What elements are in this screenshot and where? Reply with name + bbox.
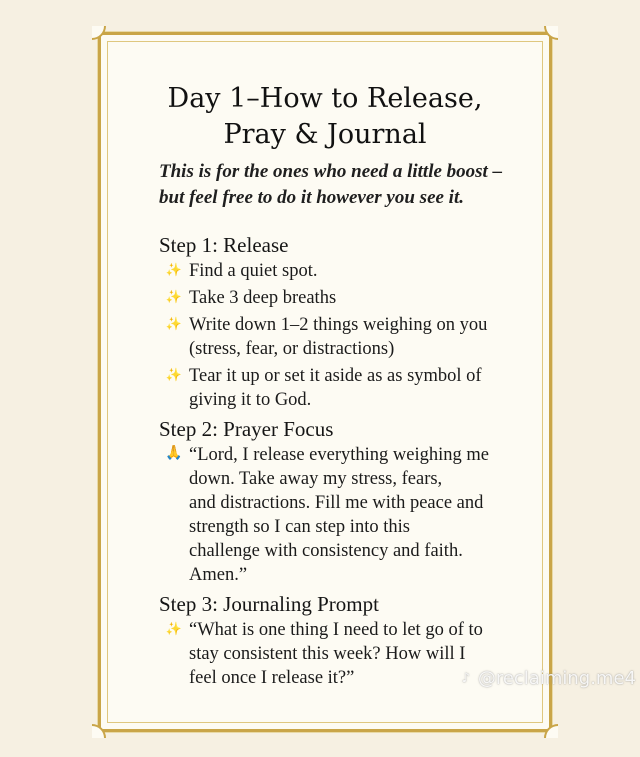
sparkles-icon: ✨ xyxy=(165,367,183,382)
frame-corner-ornament xyxy=(92,26,106,40)
item-text-line: Take 3 deep breaths xyxy=(189,288,337,308)
subtitle xyxy=(159,159,539,211)
sparkles-icon: ✨ xyxy=(165,289,183,304)
sparkles-icon: ✨ xyxy=(165,316,183,331)
sparkles-icon: ✨ xyxy=(165,621,183,636)
tiktok-icon: ♪ xyxy=(461,670,470,686)
item-text-line: (stress, fear, or distractions) xyxy=(189,339,395,359)
item-text-line: Amen.” xyxy=(189,565,248,585)
step-heading: Step 1: Release xyxy=(159,233,289,257)
frame-corner-ornament xyxy=(544,724,558,738)
watermark xyxy=(458,668,636,689)
item-text-line: “Lord, I release everything weighing me xyxy=(189,445,489,465)
item-text-line: giving it to God. xyxy=(189,390,312,410)
frame-corner-ornament xyxy=(92,724,106,738)
steps-section xyxy=(159,231,529,693)
subtitle-line-1: This is for the ones who need a little boost – xyxy=(159,161,503,182)
watermark-handle: @reclaiming.me4 xyxy=(477,668,636,689)
item-text-line: challenge with consistency and faith. xyxy=(189,541,463,561)
page-title xyxy=(101,81,549,153)
item-text-line: stay consistent this week? How will I xyxy=(189,644,466,664)
sparkles-icon: ✨ xyxy=(165,262,183,277)
title-line-1: Day 1–How to Release, xyxy=(167,83,483,114)
step-heading: Step 3: Journaling Prompt xyxy=(159,592,379,616)
step-items xyxy=(159,259,529,412)
title-line-2: Pray & Journal xyxy=(223,119,427,150)
list-item xyxy=(159,443,529,587)
item-text-line: strength so I can step into this xyxy=(189,517,410,537)
item-text-line: and distractions. Fill me with peace and xyxy=(189,493,484,513)
item-text-line: “What is one thing I need to let go of to xyxy=(189,620,483,640)
list-item xyxy=(159,364,529,412)
step-heading: Step 2: Prayer Focus xyxy=(159,417,334,441)
step-items xyxy=(159,443,529,587)
subtitle-line-2: but feel free to do it however you see it. xyxy=(159,187,464,208)
list-item xyxy=(159,259,529,283)
journal-card xyxy=(98,32,552,732)
list-item xyxy=(159,286,529,310)
praying-hands-icon: 🙏 xyxy=(165,446,183,461)
list-item xyxy=(159,313,529,361)
item-text-line: feel once I release it?” xyxy=(189,668,355,688)
item-text-line: Write down 1–2 things weighing on you xyxy=(189,315,488,335)
item-text-line: down. Take away my stress, fears, xyxy=(189,469,443,489)
item-text-line: Find a quiet spot. xyxy=(189,261,318,281)
frame-corner-ornament xyxy=(544,26,558,40)
item-text-line: Tear it up or set it aside as as symbol of xyxy=(189,366,482,386)
